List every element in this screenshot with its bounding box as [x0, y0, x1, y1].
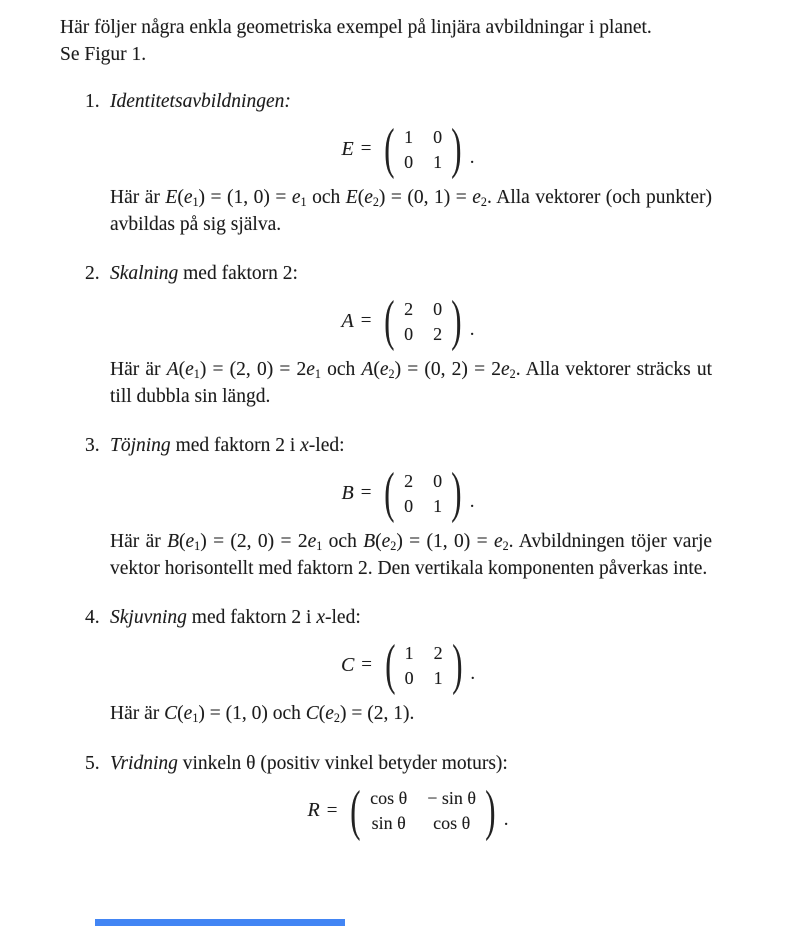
item-heading — [60, 432, 712, 459]
matrix-entries — [399, 298, 447, 345]
matrix-cell: 0 — [404, 323, 414, 344]
open-paren: ( — [350, 779, 361, 842]
reading-progress-bar[interactable] — [95, 919, 345, 926]
equals-sign: = — [360, 482, 372, 503]
matrix-cell: 1 — [433, 495, 443, 516]
matrix-cell: 2 — [404, 470, 414, 491]
matrix-cell: sin θ — [371, 813, 406, 833]
item-heading-text: Töjning med faktorn 2 i x-led: — [110, 435, 345, 456]
list-item-rotation — [60, 750, 712, 841]
close-paren: ) — [451, 634, 463, 696]
list-item-scaling — [60, 260, 712, 410]
open-paren: ( — [385, 634, 396, 696]
matrix-entries — [399, 470, 447, 517]
matrix-cell: 0 — [433, 298, 443, 319]
item-heading — [60, 260, 712, 287]
matrix-cell: 2 — [404, 298, 414, 319]
equation-lhs: R — [307, 799, 320, 821]
matrix-equation-B — [104, 463, 712, 523]
equation-lhs: A — [341, 309, 354, 332]
matrix-cell: cos θ — [370, 788, 408, 808]
equation-period: . — [469, 491, 475, 512]
open-paren: ( — [384, 462, 395, 524]
matrix-equation-R — [104, 781, 712, 841]
item-body-paragraph: Här är $E(e_1) = (1$, $0) = e_1$ och $E(e_2) = (0$, $1) = e_2$. Alla vektorer (och punkter) avbildas på sig själva. — [110, 187, 713, 235]
item-number: 4. — [85, 607, 100, 628]
matrix-entries — [400, 642, 448, 689]
matrix-cell: cos θ — [433, 813, 471, 833]
close-paren: ) — [485, 779, 496, 842]
item-heading-text: Identitetsavbildningen: — [110, 91, 291, 112]
item-number: 1. — [85, 91, 100, 112]
matrix-cell: 0 — [404, 151, 414, 172]
matrix-cell: 0 — [433, 470, 443, 491]
close-paren: ) — [451, 290, 462, 352]
item-body-paragraph: Här är $A(e_1) = (2$, $0) = 2e_1$ och $A(e_2) = (0$, $2) = 2e_2$. Alla vektorer sträcks ut till dubbla sin längd. — [110, 359, 713, 407]
equals-sign: = — [326, 799, 338, 821]
item-number: 5. — [85, 752, 100, 774]
list-item-stretch — [60, 432, 712, 582]
equation-lhs: B — [341, 481, 354, 504]
item-number: 2. — [85, 263, 100, 284]
matrix-cell: 0 — [433, 126, 443, 147]
item-number: 3. — [85, 435, 100, 456]
open-paren: ( — [384, 290, 395, 352]
item-heading-text: Vridning vinkeln θ (positiv vinkel betyder moturs): — [110, 752, 508, 774]
item-body-paragraph: Här är $B(e_1) = (2$, $0) = 2e_1$ och $B(e_2) = (1$, $0) = e_2$. Avbildningen töjer varje vektor horisontellt med faktorn 2. Den vertikala komponenten påverkas inte. — [110, 531, 713, 579]
close-paren: ) — [451, 118, 462, 180]
equation-period: . — [469, 319, 475, 340]
open-paren: ( — [384, 118, 395, 180]
list-item-shear — [60, 604, 712, 728]
matrix-equation-A — [104, 291, 712, 351]
matrix-cell: 1 — [404, 642, 414, 663]
equals-sign: = — [360, 138, 372, 159]
item-body-paragraph: Här är $C(e_1) = (1$, 0) och $C(e_2) = (2$, 1). — [110, 703, 415, 726]
matrix-equation-E — [104, 119, 712, 179]
equals-sign: = — [360, 310, 372, 331]
equation-period: . — [503, 808, 509, 830]
matrix-cell: 1 — [433, 151, 443, 172]
equation-lhs: C — [340, 653, 355, 676]
matrix-equation-C — [104, 635, 712, 695]
matrix-entries — [365, 787, 481, 834]
matrix-cell: 0 — [404, 667, 414, 688]
equation-period: . — [470, 663, 476, 684]
matrix-cell: 2 — [433, 642, 443, 663]
close-paren: ) — [451, 462, 462, 524]
matrix-cell: 1 — [404, 126, 414, 147]
equation-period: . — [469, 147, 475, 168]
item-heading — [60, 750, 712, 777]
item-heading-text: Skalning med faktorn 2: — [110, 263, 298, 284]
matrix-cell: 1 — [433, 667, 443, 688]
equals-sign: = — [361, 654, 372, 675]
equation-lhs: E — [341, 137, 354, 160]
matrix-entries — [399, 126, 447, 173]
matrix-cell: − sin θ — [427, 788, 477, 808]
item-heading — [60, 604, 712, 631]
matrix-cell: 0 — [404, 495, 414, 516]
item-heading-text: Skjuvning med faktorn 2 i x-led: — [110, 607, 361, 628]
item-heading — [60, 88, 712, 115]
list-item-identity — [60, 88, 712, 238]
matrix-cell: 2 — [433, 323, 443, 344]
intro-paragraph: Här följer några enkla geometriska exempel på linjära avbildningar i planet. Se Figur 1. — [60, 17, 652, 65]
